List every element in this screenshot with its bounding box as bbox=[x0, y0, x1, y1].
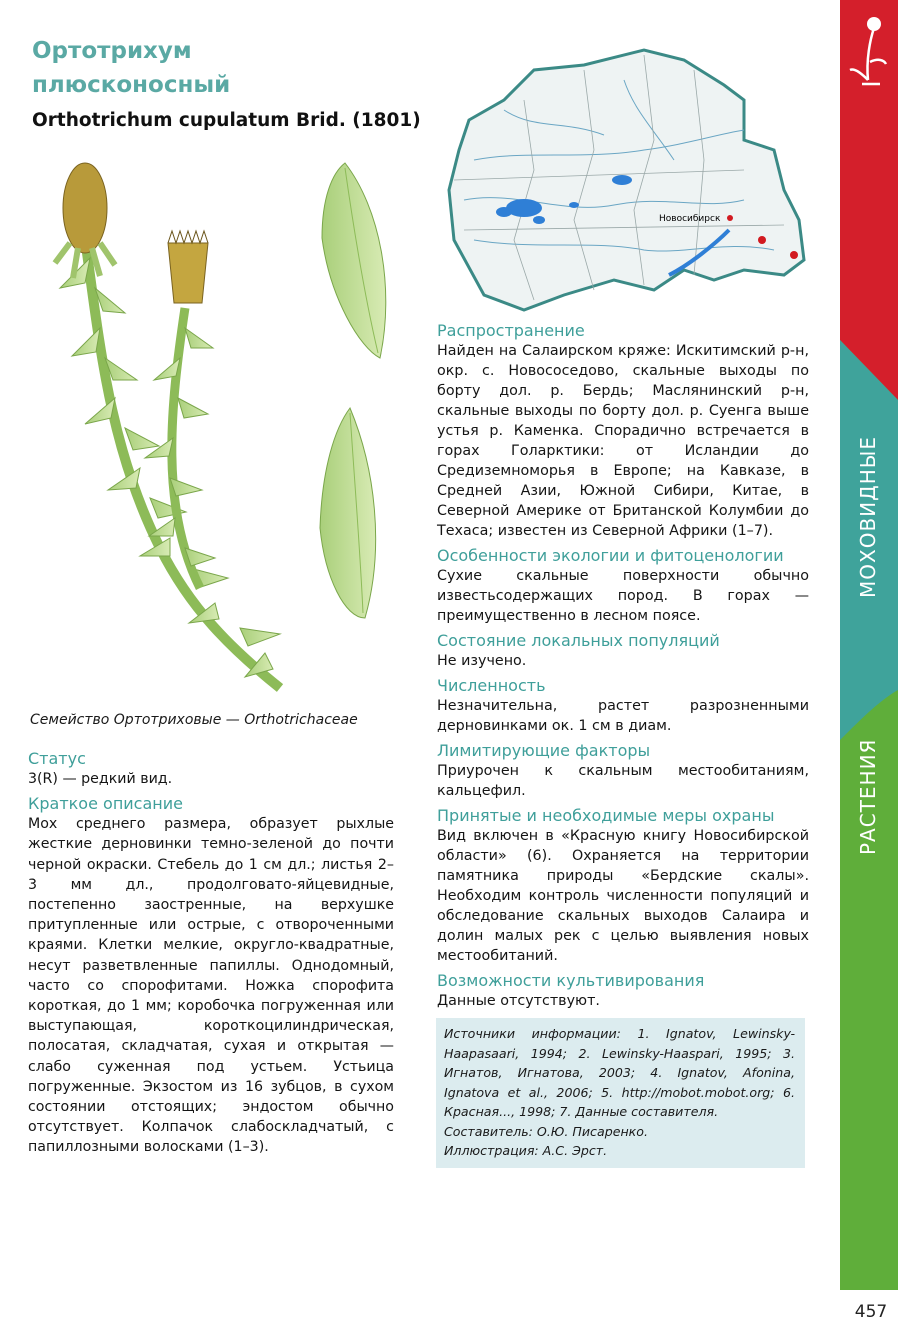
description-text: Мох среднего размера, образует рыхлые жесткие дерновинки темно-зеленой до почти черной окраски. Стебель до 1 см дл.; листья 2–3 мм дл., продолговато-яйцевидные, постепенно заостренные, на верхушке притупленные или острые, с отвороченными краями. Клетки мелкие, округло-квадратные, несут разветвленные папиллы. Однодомный, часто со спорофитами. Ножка спорофита короткая, до 1 мм; коробочка погруженная или выступающая, короткоцилиндрическая, полосатая, складчатая, сухая и открытая — слабо суженная под устьем. Устьица погруженные. Экзостом из 16 зубцов, в сухом состоянии отстоящих; эндостом обычно отсутствует. Колпачок слабоскладчатый, с папиллозными волосками (1–3). bbox=[28, 816, 394, 1156]
moss-illustration bbox=[30, 148, 410, 696]
distribution-map bbox=[444, 40, 814, 318]
populations-heading: Состояние локальных популяций bbox=[437, 631, 720, 650]
sources-box bbox=[436, 1018, 805, 1168]
side-label-mosses: МОХОВИДНЫЕ bbox=[856, 435, 880, 598]
family-caption: Семейство Ортотриховые — Orthotrichaceae bbox=[30, 712, 358, 728]
distribution-heading: Распространение bbox=[437, 321, 585, 340]
status-text: 3(R) — редкий вид. bbox=[28, 771, 173, 787]
title-line-2: плюсконосный bbox=[32, 72, 231, 98]
page-title bbox=[32, 34, 372, 102]
illustrator-text: Иллюстрация: А.С. Эрст. bbox=[444, 1143, 608, 1158]
latin-name: Orthotrichum cupulatum Brid. (1801) bbox=[32, 110, 421, 131]
limiting-factors-heading: Лимитирующие факторы bbox=[437, 741, 651, 760]
abundance-heading: Численность bbox=[437, 676, 546, 695]
protection-text: Вид включен в «Красную книгу Новосибирской области» (6). Охраняется на территории памятника природы «Бердские скалы». Необходим контроль численности популяций и обследование скальных выходов Салаира и долин малых рек с целью выявления новых местообитаний. bbox=[437, 828, 809, 964]
status-heading: Статус bbox=[28, 749, 86, 768]
map-city-label: Новосибирск bbox=[659, 214, 721, 224]
distribution-text: Найден на Салаирском кряже: Искитимский р-н, окр. с. Новососедово, скальные выходы по борту дол. р. Бердь; Маслянинский р-н, скальные выходы по борту дол. р. Суенга выше устья р. Каменка. Спорадично встречается в горах Голарктики: от Исландии до Средиземноморья в Европе; на Кавказе, в Средней Азии, Южной Сибири, Китае, в Северной Америке от Британской Колумбии до Техаса; известен из Северной Африки (1–7). bbox=[437, 343, 809, 539]
occurrence-marker bbox=[790, 251, 798, 259]
side-band bbox=[840, 0, 898, 1290]
title-line-1: Ортотрихум bbox=[32, 38, 192, 64]
cultivation-text: Данные отсутствуют. bbox=[437, 993, 600, 1009]
compiler-text: Составитель: О.Ю. Писаренко. bbox=[444, 1123, 648, 1139]
side-label-plants: РАСТЕНИЯ bbox=[856, 738, 880, 855]
side-band-graphic bbox=[840, 0, 898, 1290]
cultivation-heading: Возможности культивирования bbox=[437, 971, 705, 990]
ecology-heading: Особенности экологии и фитоценологии bbox=[437, 546, 784, 565]
page-number: 457 bbox=[854, 1302, 888, 1322]
ecology-text: Сухие скальные поверхности обычно известьсодержащих пород. В горах — преимущественно в лесном поясе. bbox=[437, 568, 809, 624]
abundance-text: Незначительна, растет разрозненными дерновинками ок. 1 см в диам. bbox=[437, 698, 809, 734]
left-column bbox=[28, 748, 394, 1162]
right-column bbox=[437, 320, 809, 1015]
protection-heading: Принятые и необходимые меры охраны bbox=[437, 806, 775, 825]
sources-text: Источники информации: 1. Ignatov, Lewinsky-Haapasaari, 1994; 2. Lewinsky-Haaspari, 1995; 3. Игнатов, Игнатова, 2003; 4. Ignatov, Afonina, Ignatova et al., 2006; 5. http://mobot.mobot.org; 6. Красная..., 1998; 7. Данные составителя. bbox=[444, 1026, 795, 1119]
description-heading: Краткое описание bbox=[28, 794, 183, 814]
populations-text: Не изучено. bbox=[437, 653, 527, 669]
limiting-factors-text: Приурочен к скальным местообитаниям, кальцефил. bbox=[437, 763, 809, 799]
occurrence-marker bbox=[758, 236, 766, 244]
flower-bud-icon bbox=[867, 17, 881, 31]
